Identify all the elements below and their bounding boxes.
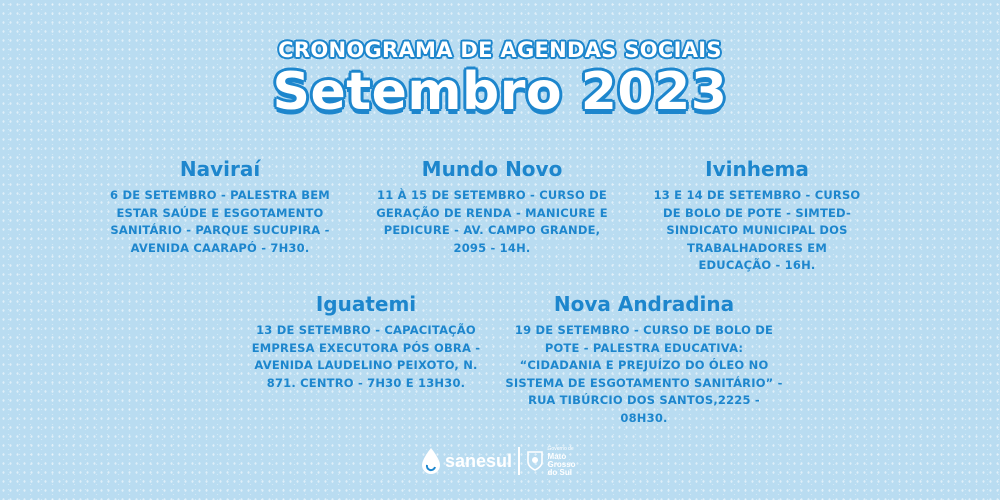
footer-logos	[420, 440, 580, 482]
city-name: Naviraí	[179, 157, 261, 181]
government-logo	[526, 445, 576, 477]
city-name: Ivinhema	[705, 157, 809, 181]
city-block-mundo-novo	[376, 157, 608, 257]
water-drop-icon	[420, 447, 442, 475]
sanesul-logo	[420, 447, 512, 475]
sanesul-brand-text: sanesul	[445, 450, 513, 471]
city-name: Mundo Novo	[421, 157, 563, 181]
city-name: Iguatemi	[315, 292, 417, 316]
government-text: Governo de Mato Grosso do Sul	[547, 446, 576, 477]
city-block-navirai	[100, 157, 340, 257]
city-event-text: 13 E 14 DE SETEMBRO - CURSO DE BOLO DE POTE - SIMTED- SINDICATO MUNICIPAL DOS TRABALHADORES EM EDUCAÇÃO - 16H.	[653, 188, 861, 272]
coat-of-arms-icon	[526, 450, 544, 472]
page-title: Setembro 2023	[272, 62, 728, 122]
city-block-iguatemi	[248, 292, 484, 392]
city-event-text: 11 À 15 DE SETEMBRO - CURSO DE GERAÇÃO DE RENDA - MANICURE E PEDICURE - AV. CAMPO GRANDE, 2095 - 14H.	[376, 188, 608, 255]
logo-divider	[518, 447, 520, 475]
city-event-text: 13 DE SETEMBRO - CAPACITAÇÃO EMPRESA EXECUTORA PÓS OBRA - AVENIDA LAUDELINO PEIXOTO, N. 871. CENTRO - 7H30 E 13H30.	[251, 323, 481, 390]
subtitle: CRONOGRAMA DE AGENDAS SOCIAIS	[278, 38, 722, 62]
city-event-text: 19 DE SETEMBRO - CURSO DE BOLO DE POTE - PALESTRA EDUCATIVA: “CIDADANIA E PREJUÍZO DO ÓLEO NO SISTEMA DE ESGOTAMENTO SANITÁRIO” - RUA TIBÚRCIO DOS SANTOS,2225 - 08H30.	[505, 323, 783, 425]
city-name: Nova Andradina	[553, 292, 735, 316]
city-block-ivinhema	[650, 157, 864, 275]
city-event-text: 6 DE SETEMBRO - PALESTRA BEM ESTAR SAÚDE E ESGOTAMENTO SANITÁRIO - PARQUE SUCUPIRA - AVENIDA CAARAPÓ - 7H30.	[110, 188, 330, 255]
city-block-nova-andradina	[504, 292, 784, 427]
